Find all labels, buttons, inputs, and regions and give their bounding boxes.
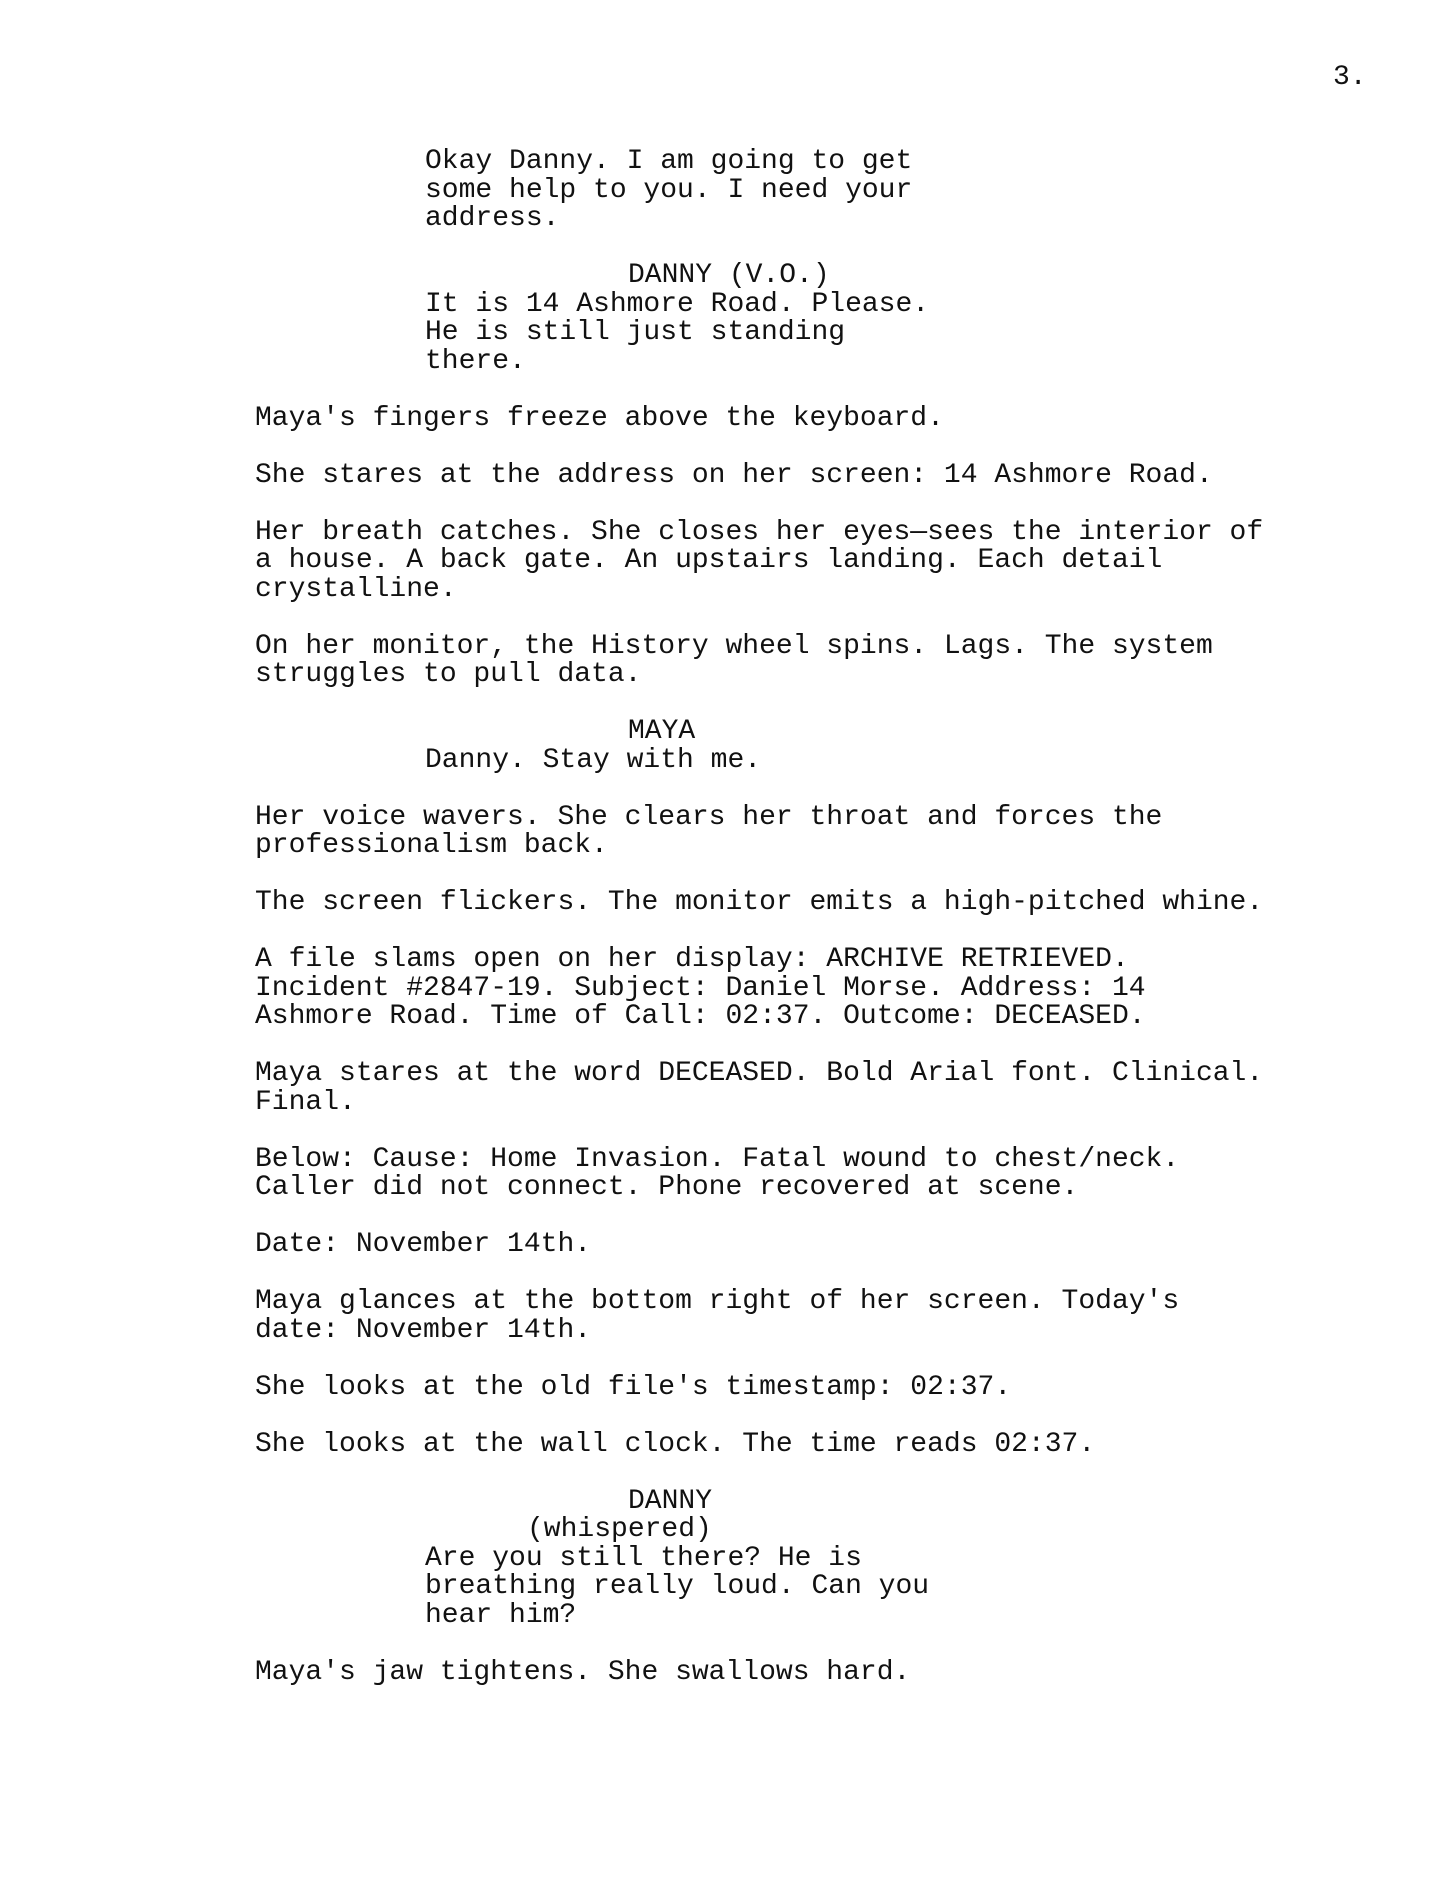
dialogue-line: It is 14 Ashmore Road. Please. He is still just standing there.	[425, 288, 930, 377]
dialogue-line: Danny. Stay with me.	[425, 744, 762, 776]
action-line: Maya's fingers freeze above the keyboard.	[255, 402, 944, 434]
action-line: A file slams open on her display: ARCHIVE RETRIEVED. Incident #2847-19. Subject: Daniel Morse. Address: 14 Ashmore Road. Time of Call: 02:37. Outcome: DECEASED.	[255, 944, 1146, 1032]
action-line: Her breath catches. She closes her eyes—sees the interior of a house. A back gate. An upstairs landing. Each detail crystalline.	[255, 516, 1264, 605]
action-line: She stares at the address on her screen: 14 Ashmore Road.	[255, 459, 1213, 491]
action-line: Maya stares at the word DECEASED. Bold Arial font. Clinical. Final.	[255, 1058, 1264, 1118]
dialogue-line: Are you still there? He is breathing really loud. Can you hear him?	[425, 1542, 930, 1631]
action-line: Date: November 14th.	[255, 1229, 592, 1260]
action-line: She looks at the old file's timestamp: 02:37.	[255, 1371, 1012, 1403]
character-name: MAYA	[628, 716, 696, 747]
action-line: She looks at the wall clock. The time reads 02:37.	[255, 1428, 1096, 1460]
parenthetical: (whispered)	[527, 1514, 712, 1545]
action-line: Maya glances at the bottom right of her screen. Today's date: November 14th.	[255, 1286, 1180, 1346]
action-line: On her monitor, the History wheel spins. Lags. The system struggles to pull data.	[255, 630, 1213, 690]
character-name: DANNY (V.O.)	[628, 260, 830, 291]
character-name: DANNY	[628, 1485, 713, 1517]
dialogue-line: Okay Danny. I am going to get some help to you. I need your address.	[425, 146, 913, 234]
action-line: Maya's jaw tightens. She swallows hard.	[255, 1656, 911, 1688]
action-line: Below: Cause: Home Invasion. Fatal wound to chest/neck. Caller did not connect. Phone recovered at scene.	[255, 1143, 1180, 1203]
page-number: 3.	[1333, 62, 1367, 93]
script-body	[0, 148, 1456, 1716]
action-line: Her voice wavers. She clears her throat and forces the professionalism back.	[255, 801, 1163, 861]
action-line: The screen flickers. The monitor emits a high-pitched whine.	[255, 887, 1264, 918]
